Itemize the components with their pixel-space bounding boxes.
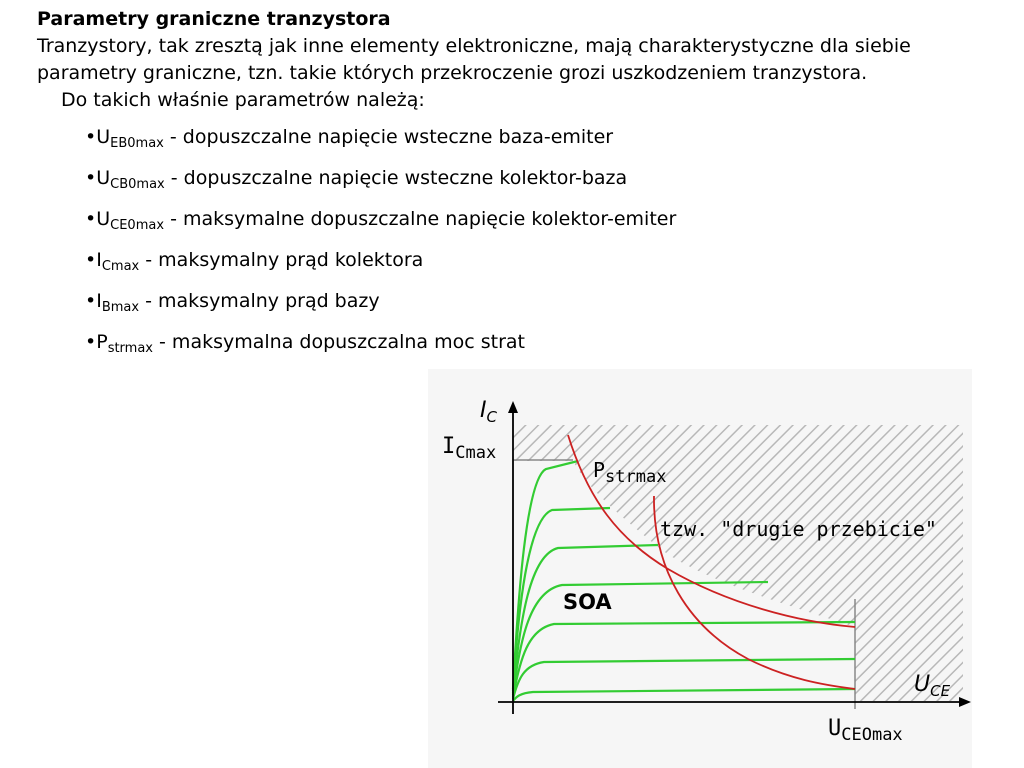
params-list bbox=[37, 124, 997, 370]
page-title: Parametry graniczne tranzystora bbox=[37, 8, 391, 30]
bullet: • bbox=[85, 290, 97, 312]
params-intro: Do takich właśnie parametrów należą: bbox=[61, 89, 425, 111]
icmax-label: $I_{Cmax}$ bbox=[442, 434, 497, 463]
param-description: - maksymalna dopuszczalna moc strat bbox=[153, 331, 525, 353]
bullet: • bbox=[85, 208, 97, 230]
param-subscript: strmax bbox=[107, 341, 153, 356]
param-item bbox=[85, 165, 997, 206]
soa-diagram bbox=[428, 369, 972, 768]
param-symbol: P bbox=[96, 331, 108, 353]
bullet: • bbox=[85, 249, 97, 271]
param-subscript: Cmax bbox=[101, 259, 140, 274]
uceomax-label: $U_{CEOmax}$ bbox=[828, 716, 903, 745]
param-description: - maksymalny prąd bazy bbox=[139, 290, 380, 312]
param-subscript: Bmax bbox=[101, 300, 140, 315]
param-item bbox=[85, 206, 997, 247]
curve-1 bbox=[513, 689, 855, 701]
param-description: - dopuszczalne napięcie wsteczne baza-emiter bbox=[163, 126, 614, 148]
param-symbol: U bbox=[96, 208, 111, 230]
pstrmax-label: $P_{strmax}$ bbox=[593, 458, 667, 487]
param-symbol: U bbox=[96, 167, 111, 189]
content bbox=[37, 6, 997, 370]
param-description: - dopuszczalne napięcie wsteczne kolektor-baza bbox=[164, 167, 628, 189]
bullet: • bbox=[85, 126, 97, 148]
param-symbol: I bbox=[96, 290, 102, 312]
param-subscript: EB0max bbox=[110, 136, 164, 151]
x-axis-arrow bbox=[959, 697, 971, 707]
intro-paragraph: Tranzystory, tak zresztą jak inne elementy elektroniczne, mają charakterystyczne dla siebie parametry graniczne, tzn. takie których przekroczenie grozi uszkodzeniem tranzystora. bbox=[37, 35, 911, 84]
bullet: • bbox=[85, 331, 97, 353]
param-item bbox=[85, 247, 997, 288]
y-axis-arrow bbox=[508, 401, 518, 413]
param-symbol: U bbox=[96, 126, 111, 148]
param-item bbox=[85, 329, 997, 370]
second-breakdown-label: tzw. "drugie przebicie" bbox=[660, 517, 937, 541]
param-subscript: CB0max bbox=[110, 177, 165, 192]
param-item bbox=[85, 124, 997, 165]
param-description: - maksymalne dopuszczalne napięcie kolektor-emiter bbox=[164, 208, 677, 230]
param-symbol: I bbox=[96, 249, 102, 271]
param-item bbox=[85, 288, 997, 329]
soa-label: SOA bbox=[563, 590, 612, 614]
param-description: - maksymalny prąd kolektora bbox=[139, 249, 424, 271]
bullet: • bbox=[85, 167, 97, 189]
curve-5 bbox=[513, 545, 658, 693]
y-axis-label: $I_C$ bbox=[480, 398, 497, 426]
param-subscript: CE0max bbox=[110, 218, 165, 233]
soa-diagram-svg bbox=[428, 369, 972, 768]
x-axis-label: $U_{CE}$ bbox=[914, 672, 951, 700]
